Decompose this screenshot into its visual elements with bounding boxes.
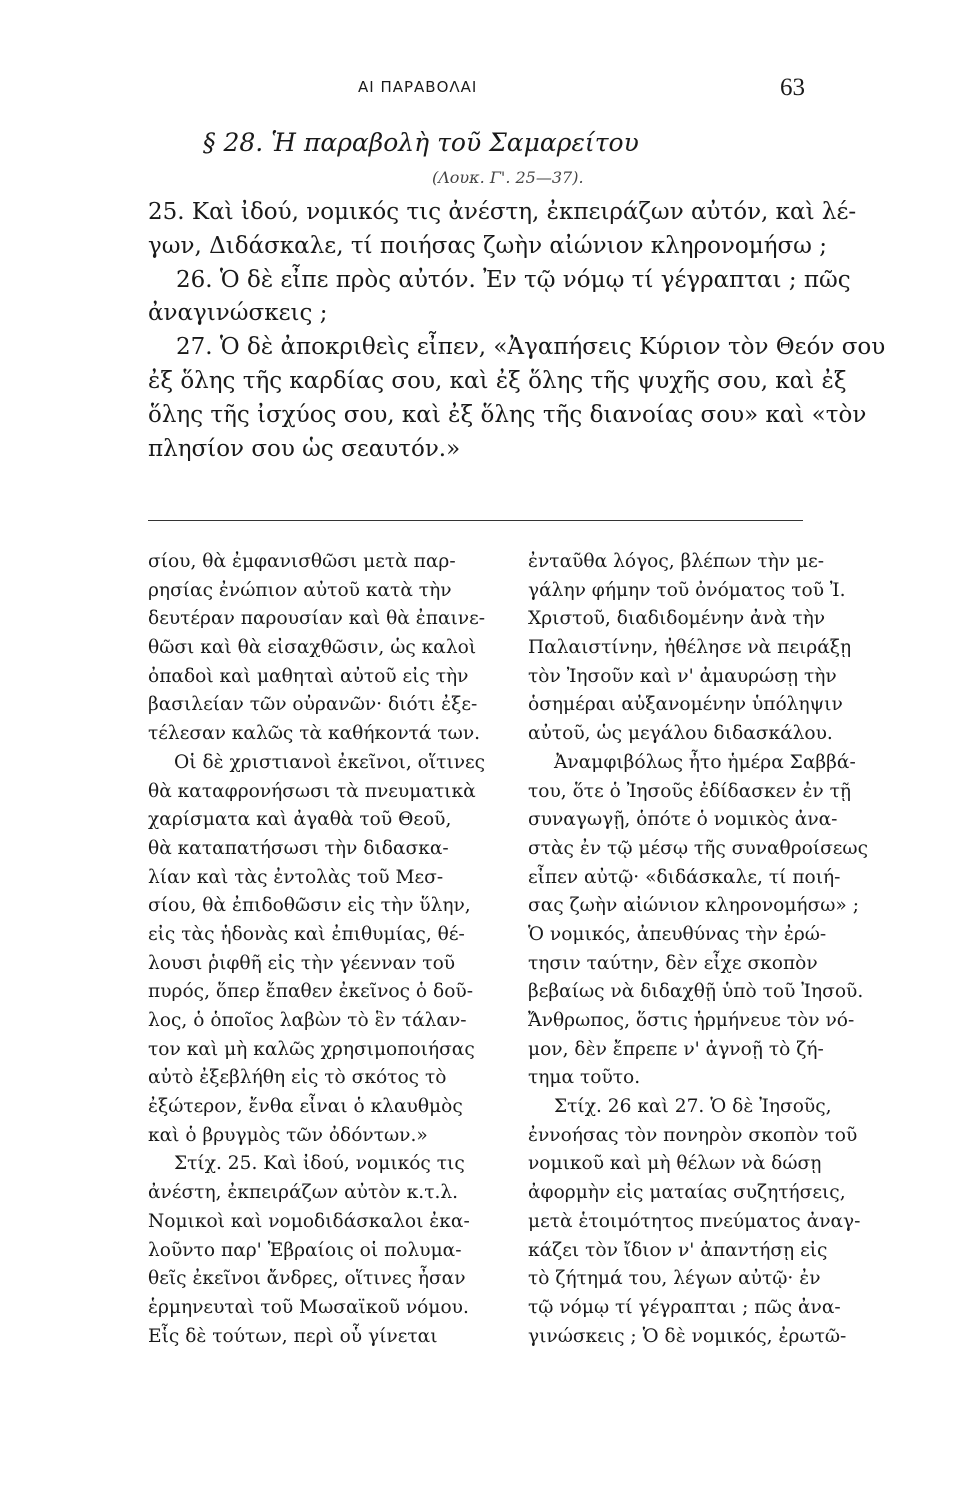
commentary-line: ἀνέστη, ἐκπειράζων αὐτὸν κ.τ.λ. — [148, 1182, 459, 1204]
scripture-line: ὅλης τῆς ἰσχύος σου, καὶ ἐξ ὅλης τῆς διανοίας σου» καὶ «τὸν — [148, 401, 867, 428]
commentary-line: τῷ νόμῳ τί γέγραπται ; πῶς ἀνα- — [528, 1296, 841, 1318]
commentary-line: ἑρμηνευταὶ τοῦ Μωσαϊκοῦ νόμου. — [148, 1296, 469, 1318]
commentary-line: δευτέραν παρουσίαν καὶ θὰ ἐπαινε- — [148, 608, 486, 630]
commentary-line: τησιν ταύτην, δὲν εἶχε σκοπὸν — [528, 952, 818, 974]
commentary-line: βεβαίως νὰ διδαχθῇ ὑπὸ τοῦ Ἰησοῦ. — [528, 981, 864, 1003]
commentary-line: κάζει τὸν ἴδιον ν' ἀπαντήσῃ εἰς — [528, 1239, 828, 1261]
commentary-line: γάλην φήμην τοῦ ὀνόματος τοῦ Ἰ. — [528, 579, 846, 601]
commentary-line: λος, ὁ ὁποῖος λαβὼν τὸ ἓν τάλαν- — [148, 1010, 467, 1031]
commentary-line: ἐννοήσας τὸν πονηρὸν σκοπὸν τοῦ — [528, 1124, 858, 1146]
commentary-line: εἰς τὰς ἡδονὰς καὶ ἐπιθυμίας, θέ- — [148, 923, 465, 945]
commentary-line: αὐτὸ ἐξεβλήθη εἰς τὸ σκότος τὸ — [148, 1067, 447, 1089]
commentary-line: θεῖς ἐκεῖνοι ἄνδρες, οἵτινες ἦσαν — [148, 1268, 466, 1290]
commentary-line: λοῦντο παρ' Ἑβραίοις οἱ πολυμα- — [148, 1239, 462, 1261]
commentary-line: νομικοῦ καὶ μὴ θέλων νὰ δώσῃ — [528, 1153, 822, 1175]
commentary-line: Στίχ. 26 καὶ 27. Ὁ δὲ Ἰησοῦς, — [554, 1096, 832, 1118]
commentary-line: λίαν καὶ τὰς ἐντολὰς τοῦ Μεσ- — [148, 866, 444, 888]
commentary-line: εἶπεν αὐτῷ· «διδάσκαλε, τί ποιή- — [528, 866, 841, 888]
commentary-line: Οἱ δὲ χριστιανοὶ ἐκεῖνοι, οἵτινες — [174, 751, 486, 773]
commentary-line: Νομικοὶ καὶ νομοδιδάσκαλοι ἐκα- — [148, 1210, 470, 1232]
commentary-line: θὰ καταφρονήσωσι τὰ πνευματικὰ — [148, 780, 476, 802]
separator-rule — [148, 520, 803, 521]
commentary-line: μετὰ ἑτοιμότητος πνεύματος ἀναγ- — [528, 1210, 861, 1232]
scripture-line: ἀναγινώσκεις ; — [148, 300, 328, 327]
scripture-line: 26. Ὁ δὲ εἶπε πρὸς αὐτόν. Ἐν τῷ νόμῳ τί γέγραπται ; πῶς — [176, 266, 851, 293]
commentary-line: λουσι ῥιφθῆ εἰς τὴν γέενναν τοῦ — [148, 952, 456, 974]
commentary-line: σίου, θὰ ἐμφανισθῶσι μετὰ παρ- — [148, 551, 456, 572]
running-title: ΑΙ ΠΑΡΑΒΟΛΑΙ — [358, 78, 478, 96]
commentary-line: ἐξώτερον, ἔνθα εἶναι ὁ κλαυθμὸς — [148, 1096, 463, 1118]
commentary-right-column — [528, 548, 869, 1351]
scripture-line: γων, Διδάσκαλε, τί ποιήσας ζωὴν αἰώνιον κληρονομήσω ; — [148, 232, 827, 259]
commentary-line: χαρίσματα καὶ ἀγαθὰ τοῦ Θεοῦ, — [148, 809, 452, 831]
commentary-line: Χριστοῦ, διαδιδομένην ἀνὰ τὴν — [528, 608, 826, 630]
scripture-line: 25. Καὶ ἰδού, νομικός τις ἀνέστη, ἐκπειράζων αὐτόν, καὶ λέ- — [148, 199, 857, 225]
commentary-line: ὁσημέραι αὐξανομένην ὑπόληψιν — [528, 694, 843, 716]
commentary-line: μον, δὲν ἔπρεπε ν' ἀγνοῇ τὸ ζή- — [528, 1038, 824, 1060]
commentary-line: Ὁ νομικός, ἀπευθύνας τὴν ἐρώ- — [528, 923, 827, 945]
commentary-line: ρησίας ἐνώπιον αὐτοῦ κατὰ τὴν — [148, 579, 452, 601]
commentary-line: θὰ καταπατήσωσι τὴν διδασκα- — [148, 837, 449, 859]
commentary-line: τὸ ζήτημά του, λέγων αὐτῷ· ἐν — [528, 1268, 821, 1290]
scripture-line: πλησίον σου ὡς σεαυτόν.» — [148, 435, 461, 462]
commentary-line: στὰς ἐν τῷ μέσῳ τῆς συναθροίσεως — [528, 837, 869, 859]
commentary-left-column — [148, 548, 486, 1351]
commentary-line: Στίχ. 25. Καὶ ἰδού, νομικός τις — [174, 1153, 465, 1175]
commentary-line: Ἄνθρωπος, ὅστις ἡρμήνευε τὸν νό- — [528, 1010, 855, 1031]
scripture-line: ἐξ ὅλης τῆς καρδίας σου, καὶ ἐξ ὅλης τῆς ψυχῆς σου, καὶ ἐξ — [148, 367, 847, 394]
commentary-line: του, ὅτε ὁ Ἰησοῦς ἐδίδασκεν ἐν τῇ — [528, 780, 852, 802]
commentary-line: γινώσκεις ; Ὁ δὲ νομικός, ἐρωτῶ- — [528, 1325, 847, 1347]
commentary-line: τὸν Ἰησοῦν καὶ ν' ἀμαυρώσῃ τὴν — [528, 665, 837, 687]
commentary-line: ὀπαδοὶ καὶ μαθηταὶ αὐτοῦ εἰς τὴν — [148, 665, 469, 687]
commentary-line: σας ζωὴν αἰώνιον κληρονομήσω» ; — [528, 895, 859, 917]
commentary-line: συναγωγῇ, ὁπότε ὁ νομικὸς ἀνα- — [528, 809, 838, 831]
commentary-line: καὶ ὁ βρυγμὸς τῶν ὀδόντων.» — [148, 1124, 428, 1146]
commentary-line: σίου, θὰ ἐπιδοθῶσιν εἰς τὴν ὕλην, — [148, 895, 471, 917]
commentary-line: πυρός, ὅπερ ἔπαθεν ἐκεῖνος ὁ δοῦ- — [148, 981, 473, 1003]
running-head — [0, 74, 969, 104]
commentary-line: αὐτοῦ, ὡς μεγάλου διδασκάλου. — [528, 723, 833, 745]
commentary-line: βασιλείαν τῶν οὐρανῶν· διότι ἐξε- — [148, 694, 478, 716]
scripture-line: 27. Ὁ δὲ ἀποκριθεὶς εἶπεν, «Ἀγαπήσεις Κύριον τὸν Θεόν σου — [176, 334, 886, 361]
section-reference: (Λουκ. Γ'. 25—37). — [432, 168, 584, 187]
commentary-line: Παλαιστίνην, ἠθέλησε νὰ πειράξῃ — [528, 637, 852, 659]
commentary-line: Εἷς δὲ τούτων, περὶ οὗ γίνεται — [148, 1325, 438, 1347]
scripture-text — [148, 196, 886, 466]
commentary-line: ἐνταῦθα λόγος, βλέπων τὴν με- — [528, 551, 825, 572]
commentary-line: τον καὶ μὴ καλῶς χρησιμοποιήσας — [148, 1038, 475, 1060]
commentary-line: τέλεσαν καλῶς τὰ καθήκοντά των. — [148, 723, 481, 745]
commentary-line: θῶσι καὶ θὰ εἰσαχθῶσιν, ὡς καλοὶ — [148, 637, 477, 659]
page-number: 63 — [780, 74, 805, 101]
commentary-line: τημα τοῦτο. — [528, 1067, 641, 1089]
commentary-line: Ἀναμφιβόλως ἦτο ἡμέρα Σαββά- — [554, 751, 856, 773]
section-heading: § 28. Ἡ παραβολὴ τοῦ Σαμαρείτου — [203, 128, 639, 157]
commentary-line: ἀφορμὴν εἰς ματαίας συζητήσεις, — [528, 1182, 846, 1204]
